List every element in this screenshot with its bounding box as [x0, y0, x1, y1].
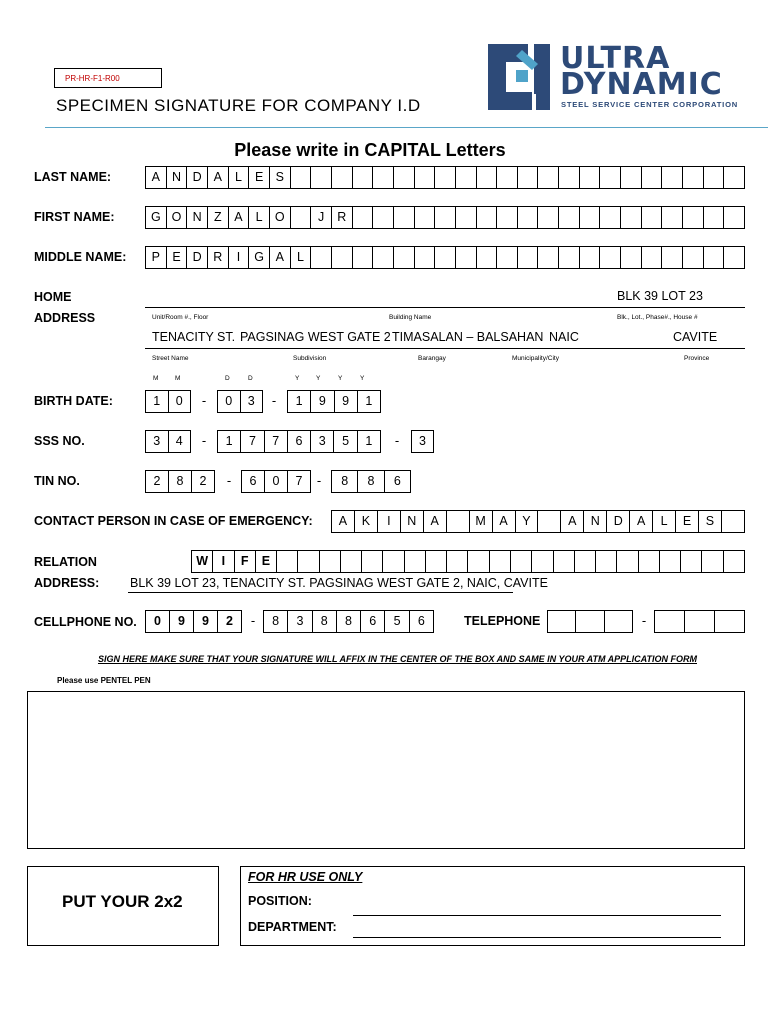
- char-cell[interactable]: N: [584, 511, 607, 532]
- char-cell[interactable]: 8: [264, 611, 288, 632]
- char-cell[interactable]: 7: [241, 431, 264, 452]
- char-cell[interactable]: D: [187, 167, 208, 188]
- tin-group-3[interactable]: [331, 470, 411, 493]
- char-cell[interactable]: R: [332, 207, 353, 228]
- birth-day-field[interactable]: [217, 390, 263, 413]
- relation-field[interactable]: [191, 550, 745, 573]
- company-logo: [488, 41, 758, 112]
- char-cell[interactable]: A: [424, 511, 447, 532]
- char-cell[interactable]: [353, 207, 374, 228]
- telephone-group-2[interactable]: [654, 610, 745, 633]
- char-cell[interactable]: 1: [365, 394, 373, 408]
- char-cell[interactable]: 0: [175, 394, 183, 408]
- char-cell[interactable]: [383, 551, 404, 572]
- char-cell[interactable]: 2: [146, 471, 169, 492]
- char-cell[interactable]: 9: [311, 391, 334, 412]
- caption-m1: M: [153, 375, 159, 382]
- char-cell[interactable]: N: [187, 207, 208, 228]
- birth-month-field[interactable]: [145, 390, 191, 413]
- char-cell[interactable]: [405, 551, 426, 572]
- sss-group-3[interactable]: [411, 430, 434, 453]
- blk-lot-value[interactable]: BLK 39 LOT 23: [617, 289, 703, 303]
- photo-label: PUT YOUR 2x2: [62, 892, 183, 911]
- char-cell[interactable]: [394, 167, 415, 188]
- char-cell[interactable]: A: [146, 167, 167, 188]
- char-cell[interactable]: D: [187, 247, 208, 268]
- char-cell[interactable]: A: [561, 511, 584, 532]
- char-cell[interactable]: [353, 167, 374, 188]
- char-cell[interactable]: [681, 551, 702, 572]
- char-cell[interactable]: [596, 551, 617, 572]
- char-cell[interactable]: [518, 167, 539, 188]
- char-cell[interactable]: [415, 207, 436, 228]
- char-cell[interactable]: 3: [311, 431, 334, 452]
- char-cell[interactable]: O: [270, 207, 291, 228]
- char-cell[interactable]: 8: [169, 471, 192, 492]
- char-cell[interactable]: [704, 247, 725, 268]
- char-cell[interactable]: [415, 247, 436, 268]
- char-cell[interactable]: [497, 247, 518, 268]
- char-cell[interactable]: 3: [247, 394, 255, 408]
- province-value[interactable]: CAVITE: [673, 330, 718, 344]
- last-name-field[interactable]: [145, 166, 745, 189]
- char-cell[interactable]: F: [235, 551, 256, 572]
- caption-street: Street Name: [152, 355, 189, 362]
- char-cell[interactable]: [394, 247, 415, 268]
- char-cell[interactable]: 5: [334, 431, 357, 452]
- char-cell[interactable]: [435, 167, 456, 188]
- relation-label: RELATION: [34, 555, 97, 569]
- hr-title: FOR HR USE ONLY: [248, 870, 363, 884]
- char-cell[interactable]: J: [311, 207, 332, 228]
- logo-text-line2: DYNAMIC: [560, 67, 723, 102]
- char-cell[interactable]: N: [401, 511, 424, 532]
- char-cell[interactable]: [538, 247, 559, 268]
- char-cell[interactable]: 6: [393, 474, 401, 488]
- char-cell[interactable]: [277, 551, 298, 572]
- char-cell[interactable]: 3: [288, 611, 312, 632]
- char-cell[interactable]: [456, 167, 477, 188]
- char-cell[interactable]: [660, 551, 681, 572]
- char-cell[interactable]: [447, 511, 470, 532]
- char-cell[interactable]: [456, 207, 477, 228]
- sss-dash-1: -: [201, 433, 207, 448]
- char-cell[interactable]: D: [607, 511, 630, 532]
- department-line[interactable]: [353, 937, 721, 938]
- char-cell[interactable]: [477, 247, 498, 268]
- char-cell[interactable]: I: [378, 511, 401, 532]
- char-cell[interactable]: N: [167, 167, 188, 188]
- home-label: HOME: [34, 290, 72, 304]
- char-cell[interactable]: [642, 207, 663, 228]
- char-cell[interactable]: [311, 167, 332, 188]
- char-cell[interactable]: [554, 551, 575, 572]
- tin-group-1[interactable]: [145, 470, 215, 493]
- signature-box[interactable]: [27, 691, 745, 849]
- char-cell[interactable]: [497, 167, 518, 188]
- char-cell[interactable]: [724, 551, 744, 572]
- char-cell[interactable]: [576, 611, 604, 632]
- position-label: POSITION:: [248, 894, 312, 908]
- char-cell[interactable]: 0: [265, 471, 288, 492]
- char-cell[interactable]: [341, 551, 362, 572]
- logo-mark-icon: [488, 44, 550, 110]
- char-cell[interactable]: 0: [218, 391, 241, 412]
- char-cell[interactable]: A: [208, 167, 229, 188]
- char-cell[interactable]: 9: [194, 611, 218, 632]
- char-cell[interactable]: [704, 167, 725, 188]
- char-cell[interactable]: S: [699, 511, 722, 532]
- char-cell[interactable]: 6: [417, 614, 425, 628]
- signature-instruction: SIGN HERE MAKE SURE THAT YOUR SIGNATURE WILL AFFIX IN THE CENTER OF THE BOX AND SAME IN YOUR ATM APPLICATION FORM: [97, 654, 697, 664]
- char-cell[interactable]: E: [249, 167, 270, 188]
- sss-group-2[interactable]: [217, 430, 381, 453]
- char-cell[interactable]: [600, 167, 621, 188]
- char-cell[interactable]: [724, 167, 744, 188]
- char-cell[interactable]: [683, 167, 704, 188]
- emergency-address-underline: [128, 592, 513, 593]
- char-cell[interactable]: [605, 611, 632, 632]
- char-cell[interactable]: [724, 247, 744, 268]
- middle-name-label: MIDDLE NAME:: [34, 250, 127, 264]
- char-cell[interactable]: 8: [313, 611, 337, 632]
- cellphone-dash: -: [250, 613, 256, 628]
- char-cell[interactable]: [373, 247, 394, 268]
- char-cell[interactable]: [722, 511, 744, 532]
- char-cell[interactable]: [600, 247, 621, 268]
- char-cell[interactable]: [685, 611, 715, 632]
- caption-municipality: Municipality/City: [512, 355, 559, 362]
- char-cell[interactable]: [683, 247, 704, 268]
- char-cell[interactable]: [580, 167, 601, 188]
- sss-label: SSS NO.: [34, 434, 85, 448]
- tin-dash-1: -: [226, 473, 232, 488]
- char-cell[interactable]: 0: [146, 611, 170, 632]
- caption-y1: Y: [295, 375, 300, 382]
- caption-d2: D: [248, 375, 253, 382]
- char-cell[interactable]: [715, 611, 744, 632]
- char-cell[interactable]: [642, 247, 663, 268]
- char-cell[interactable]: K: [355, 511, 378, 532]
- char-cell[interactable]: [580, 207, 601, 228]
- char-cell[interactable]: [559, 247, 580, 268]
- char-cell[interactable]: [373, 207, 394, 228]
- char-cell[interactable]: [559, 207, 580, 228]
- char-cell[interactable]: [548, 611, 576, 632]
- char-cell[interactable]: 9: [170, 611, 194, 632]
- char-cell[interactable]: 2: [226, 614, 233, 628]
- char-cell[interactable]: Z: [208, 207, 229, 228]
- char-cell[interactable]: [639, 551, 660, 572]
- char-cell[interactable]: 2: [199, 474, 207, 488]
- sss-dash-2: -: [394, 433, 400, 448]
- cellphone-group-2[interactable]: [263, 610, 434, 633]
- char-cell[interactable]: [332, 247, 353, 268]
- tin-dash-2: -: [316, 473, 322, 488]
- char-cell[interactable]: [662, 207, 683, 228]
- sss-group-1[interactable]: [145, 430, 191, 453]
- char-cell[interactable]: [538, 167, 559, 188]
- char-cell[interactable]: E: [167, 247, 188, 268]
- char-cell[interactable]: 1: [365, 434, 373, 448]
- char-cell[interactable]: [291, 207, 312, 228]
- char-cell[interactable]: 1: [288, 391, 311, 412]
- cellphone-label: CELLPHONE NO.: [34, 615, 137, 629]
- char-cell[interactable]: 8: [337, 611, 361, 632]
- char-cell[interactable]: E: [256, 551, 277, 572]
- char-cell[interactable]: [621, 167, 642, 188]
- caption-y4: Y: [360, 375, 365, 382]
- char-cell[interactable]: 7: [295, 474, 303, 488]
- char-cell[interactable]: [617, 551, 638, 572]
- caption-building: Building Name: [389, 314, 432, 321]
- char-cell[interactable]: 5: [385, 611, 409, 632]
- position-line[interactable]: [353, 915, 721, 916]
- char-cell[interactable]: A: [630, 511, 653, 532]
- form-code: PR-HR-F1-R00: [54, 68, 162, 88]
- char-cell[interactable]: [311, 247, 332, 268]
- caption-m2: M: [175, 375, 181, 382]
- logo-text-line1: ULTRA: [560, 41, 671, 76]
- birth-dash-1: -: [201, 393, 207, 408]
- char-cell[interactable]: [600, 207, 621, 228]
- emergency-address-value[interactable]: BLK 39 LOT 23, TENACITY ST. PAGSINAG WEST GATE 2, NAIC, CAVITE: [130, 576, 548, 590]
- char-cell[interactable]: 3: [419, 434, 426, 448]
- char-cell[interactable]: [490, 551, 511, 572]
- char-cell[interactable]: [518, 207, 539, 228]
- char-cell[interactable]: A: [332, 511, 355, 532]
- caption-province: Province: [684, 355, 710, 362]
- address-line-2: [145, 348, 745, 349]
- char-cell[interactable]: 6: [242, 471, 265, 492]
- char-cell[interactable]: P: [146, 247, 167, 268]
- caption-y3: Y: [338, 375, 343, 382]
- char-cell[interactable]: I: [229, 247, 250, 268]
- char-cell[interactable]: 1: [218, 431, 241, 452]
- char-cell[interactable]: [435, 207, 456, 228]
- char-cell[interactable]: [575, 551, 596, 572]
- char-cell[interactable]: I: [213, 551, 234, 572]
- char-cell[interactable]: 1: [146, 391, 169, 412]
- char-cell[interactable]: Y: [516, 511, 539, 532]
- birth-year-field[interactable]: [287, 390, 381, 413]
- char-cell[interactable]: [683, 207, 704, 228]
- char-cell[interactable]: 3: [146, 431, 169, 452]
- char-cell[interactable]: [435, 247, 456, 268]
- char-cell[interactable]: 6: [288, 431, 311, 452]
- emergency-contact-field[interactable]: [331, 510, 745, 533]
- first-name-label: FIRST NAME:: [34, 210, 115, 224]
- header-divider: [45, 127, 768, 128]
- char-cell[interactable]: S: [270, 167, 291, 188]
- instruction: Please write in CAPITAL Letters: [234, 140, 506, 160]
- char-cell[interactable]: M: [470, 511, 493, 532]
- char-cell[interactable]: [511, 551, 532, 572]
- char-cell[interactable]: [704, 207, 725, 228]
- char-cell[interactable]: [662, 167, 683, 188]
- municipality-value[interactable]: NAIC: [549, 330, 579, 344]
- char-cell[interactable]: R: [208, 247, 229, 268]
- caption-subdivision: Subdivision: [293, 355, 327, 362]
- caption-d1: D: [225, 375, 230, 382]
- char-cell[interactable]: [415, 167, 436, 188]
- caption-barangay: Barangay: [418, 355, 446, 362]
- char-cell[interactable]: 8: [358, 471, 384, 492]
- char-cell[interactable]: [621, 207, 642, 228]
- char-cell[interactable]: A: [493, 511, 516, 532]
- telephone-dash: -: [641, 613, 647, 628]
- char-cell[interactable]: L: [653, 511, 676, 532]
- street-value[interactable]: TENACITY ST.: [152, 330, 236, 344]
- char-cell[interactable]: 4: [175, 434, 183, 448]
- char-cell[interactable]: [362, 551, 383, 572]
- caption-blk: Blk., Lot., Phase#., House #: [617, 314, 698, 321]
- char-cell[interactable]: 7: [265, 431, 288, 452]
- char-cell[interactable]: [702, 551, 723, 572]
- char-cell[interactable]: [456, 247, 477, 268]
- tin-label: TIN NO.: [34, 474, 80, 488]
- char-cell[interactable]: [642, 167, 663, 188]
- char-cell[interactable]: L: [249, 207, 270, 228]
- char-cell[interactable]: A: [229, 207, 250, 228]
- char-cell[interactable]: [724, 207, 744, 228]
- char-cell[interactable]: [320, 551, 341, 572]
- pen-note: Please use PENTEL PEN: [57, 676, 151, 685]
- middle-name-field[interactable]: [145, 246, 745, 269]
- char-cell[interactable]: [468, 551, 489, 572]
- caption-unit: Unit/Room #., Floor: [152, 314, 209, 321]
- char-cell[interactable]: A: [270, 247, 291, 268]
- caption-y2: Y: [316, 375, 321, 382]
- last-name-label: LAST NAME:: [34, 170, 112, 184]
- barangay-value[interactable]: TIMASALAN – BALSAHAN: [392, 330, 544, 344]
- char-cell[interactable]: 9: [335, 391, 358, 412]
- char-cell[interactable]: [426, 551, 447, 572]
- logo-tagline: STEEL SERVICE CENTER CORPORATION: [561, 100, 739, 109]
- char-cell[interactable]: [447, 551, 468, 572]
- char-cell[interactable]: 8: [332, 471, 358, 492]
- tin-group-2[interactable]: [241, 470, 311, 493]
- birth-date-label: BIRTH DATE:: [34, 394, 113, 408]
- char-cell[interactable]: [477, 167, 498, 188]
- char-cell[interactable]: [477, 207, 498, 228]
- char-cell[interactable]: [394, 207, 415, 228]
- char-cell[interactable]: [538, 207, 559, 228]
- char-cell[interactable]: [291, 167, 312, 188]
- char-cell[interactable]: [332, 167, 353, 188]
- char-cell[interactable]: [497, 207, 518, 228]
- address-line-1: [145, 307, 745, 308]
- address-label: ADDRESS: [34, 311, 96, 325]
- telephone-label: TELEPHONE: [464, 614, 541, 628]
- emergency-address-label: ADDRESS:: [34, 576, 100, 590]
- cellphone-group-1[interactable]: [145, 610, 242, 633]
- char-cell[interactable]: [538, 511, 561, 532]
- char-cell[interactable]: W: [192, 551, 213, 572]
- char-cell[interactable]: [298, 551, 319, 572]
- char-cell[interactable]: L: [291, 247, 312, 268]
- emergency-label: CONTACT PERSON IN CASE OF EMERGENCY:: [34, 514, 313, 528]
- char-cell[interactable]: [532, 551, 553, 572]
- form-title: SPECIMEN SIGNATURE FOR COMPANY I.D: [56, 96, 421, 115]
- char-cell[interactable]: 6: [361, 611, 385, 632]
- char-cell[interactable]: [373, 167, 394, 188]
- char-cell[interactable]: G: [249, 247, 270, 268]
- char-cell[interactable]: G: [146, 207, 167, 228]
- char-cell[interactable]: [662, 247, 683, 268]
- char-cell[interactable]: [559, 167, 580, 188]
- char-cell[interactable]: [621, 247, 642, 268]
- char-cell[interactable]: [655, 611, 685, 632]
- char-cell[interactable]: [518, 247, 539, 268]
- first-name-field[interactable]: [145, 206, 745, 229]
- birth-dash-2: -: [271, 393, 277, 408]
- telephone-group-1[interactable]: [547, 610, 633, 633]
- char-cell[interactable]: O: [167, 207, 188, 228]
- char-cell[interactable]: E: [676, 511, 699, 532]
- department-label: DEPARTMENT:: [248, 920, 337, 934]
- char-cell[interactable]: L: [229, 167, 250, 188]
- char-cell[interactable]: [353, 247, 374, 268]
- subdivision-value[interactable]: PAGSINAG WEST GATE 2: [240, 330, 391, 344]
- char-cell[interactable]: [580, 247, 601, 268]
